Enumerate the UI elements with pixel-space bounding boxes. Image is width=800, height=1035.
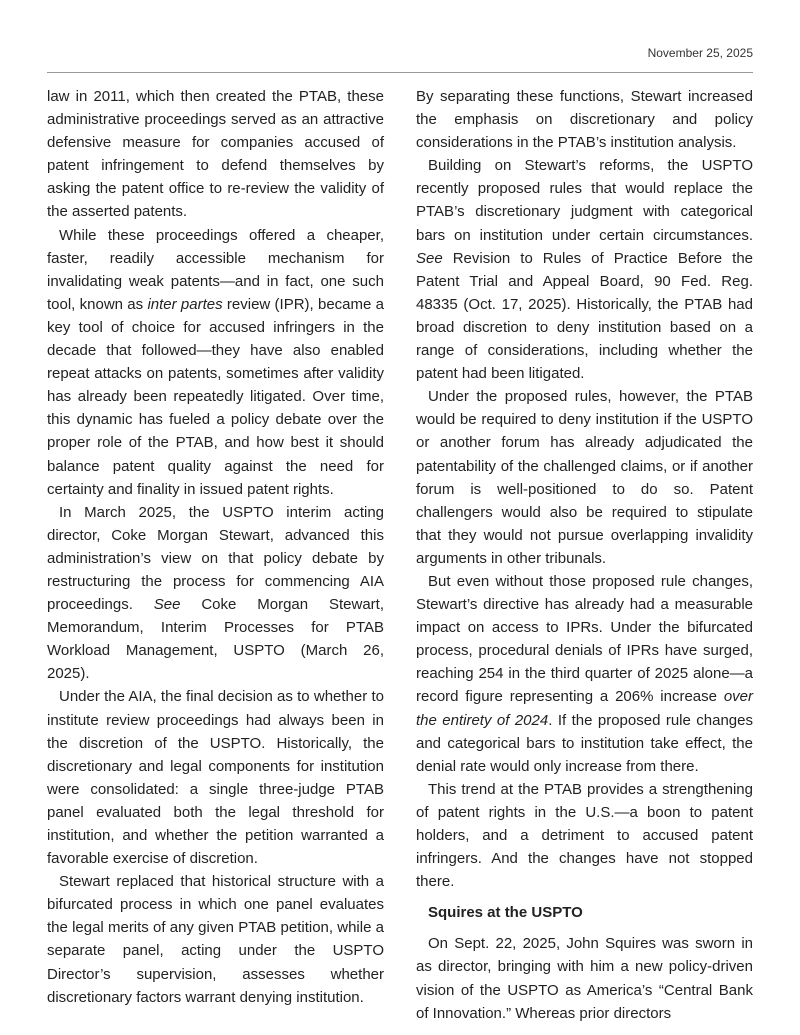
italic-text: See xyxy=(416,249,443,267)
header-date: November 25, 2025 xyxy=(647,46,753,60)
paragraph xyxy=(416,154,753,385)
italic-text: See xyxy=(153,596,181,614)
paragraph-text: . If the proposed rule changes and categorical bars to institution take effect, the denial rate would only increase from there. xyxy=(416,711,753,775)
paragraph: By separating these functions, Stewart increased the emphasis on discretionary and policy considerations in the PTAB’s institution analysis. xyxy=(416,88,753,152)
header-divider xyxy=(47,72,753,73)
paragraph-text: Coke Morgan Stewart, Memorandum, Interim Processes for PTAB Workload Management, USPTO (March 26, 2025). xyxy=(47,596,384,683)
left-column xyxy=(47,85,384,1009)
italic-text: inter partes xyxy=(147,295,223,313)
paragraph: Under the proposed rules, however, the PTAB would be required to deny institution if the USPTO or another forum has already adjudicated the patentability of the challenged claims, or if another forum is well-positioned to do so. Patent challengers would also be required to stipulate that they would not pursue overlapping invalidity arguments in other tribunals. xyxy=(416,388,753,567)
paragraph: law in 2011, which then created the PTAB, these administrative proceedings served as an attractive defensive measure for companies accused of patent infringement to defend themselves by asking the patent office to re-review the validity of the asserted patents. xyxy=(47,88,384,221)
paragraph-text: While these proceedings offered a cheaper, faster, readily accessible mechanism for invalidating weak patents—and in fact, one such tool, known as xyxy=(47,226,384,313)
italic-text: over the entirety of 2024 xyxy=(416,688,753,729)
right-column xyxy=(416,85,753,1025)
section-heading: Squires at the USPTO xyxy=(428,904,583,922)
paragraph xyxy=(47,224,384,501)
paragraph: Under the AIA, the final decision as to whether to institute review proceedings had always been in the discretion of the USPTO. Historically, the discretionary and legal components for institution were consolidated: a single three-judge PTAB panel evaluated both the legal threshold for institution, and whether the petition warranted a favorable exercise of discretion. xyxy=(47,688,384,868)
paragraph-text: Building on Stewart’s reforms, the USPTO recently proposed rules that would replace the PTAB’s discretionary judgment with categorical bars on institution under certain circumstances. xyxy=(416,157,753,244)
paragraph-text: In March 2025, the USPTO interim acting director, Coke Morgan Stewart, advanced this administration’s view on that policy debate by restructuring the process for commencing AIA proceedings. xyxy=(47,503,384,614)
paragraph: Stewart replaced that historical structure with a bifurcated process in which one panel evaluates the legal merits of any given PTAB petition, while a separate panel, acting under the USPTO Director’s supervision, assesses whether discretionary factors warrant denying institution. xyxy=(47,873,384,1006)
paragraph-text: Revision to Rules of Practice Before the Patent Trial and Appeal Board, 90 Fed. Reg. 48335 (Oct. 17, 2025). Historically, the PTAB had broad discretion to deny institution based on a range of considerations, including whether the patent had been litigated. xyxy=(416,249,753,383)
paragraph-text: But even without those proposed rule changes, Stewart’s directive has already had a measurable impact on access to IPRs. Under the bifurcated process, procedural denials of IPRs have surged, reaching 254 in the third quarter of 2025 alone—a record figure representing a 206% increase xyxy=(416,572,753,706)
paragraph xyxy=(47,501,384,686)
paragraph: This trend at the PTAB provides a strengthening of patent rights in the U.S.—a boon to patent holders, and a detriment to accused patent infringers. And the changes have not stopped there. xyxy=(416,780,753,891)
paragraph xyxy=(416,570,753,778)
paragraph-text: review (IPR), became a key tool of choice for accused infringers in the decade that followed—they have also enabled repeat attacks on patents, sometimes after validity has already been repeatedly litigated. Over time, this dynamic has fueled a policy debate over the proper role of the PTAB, and how best it should balance patent quality against the need for certainty and finality in issued patent rights. xyxy=(47,295,384,498)
paragraph: On Sept. 22, 2025, John Squires was sworn in as director, bringing with him a new policy-driven vision of the USPTO as America’s “Central Bank of Innovation.” Whereas prior directors xyxy=(416,935,753,1022)
